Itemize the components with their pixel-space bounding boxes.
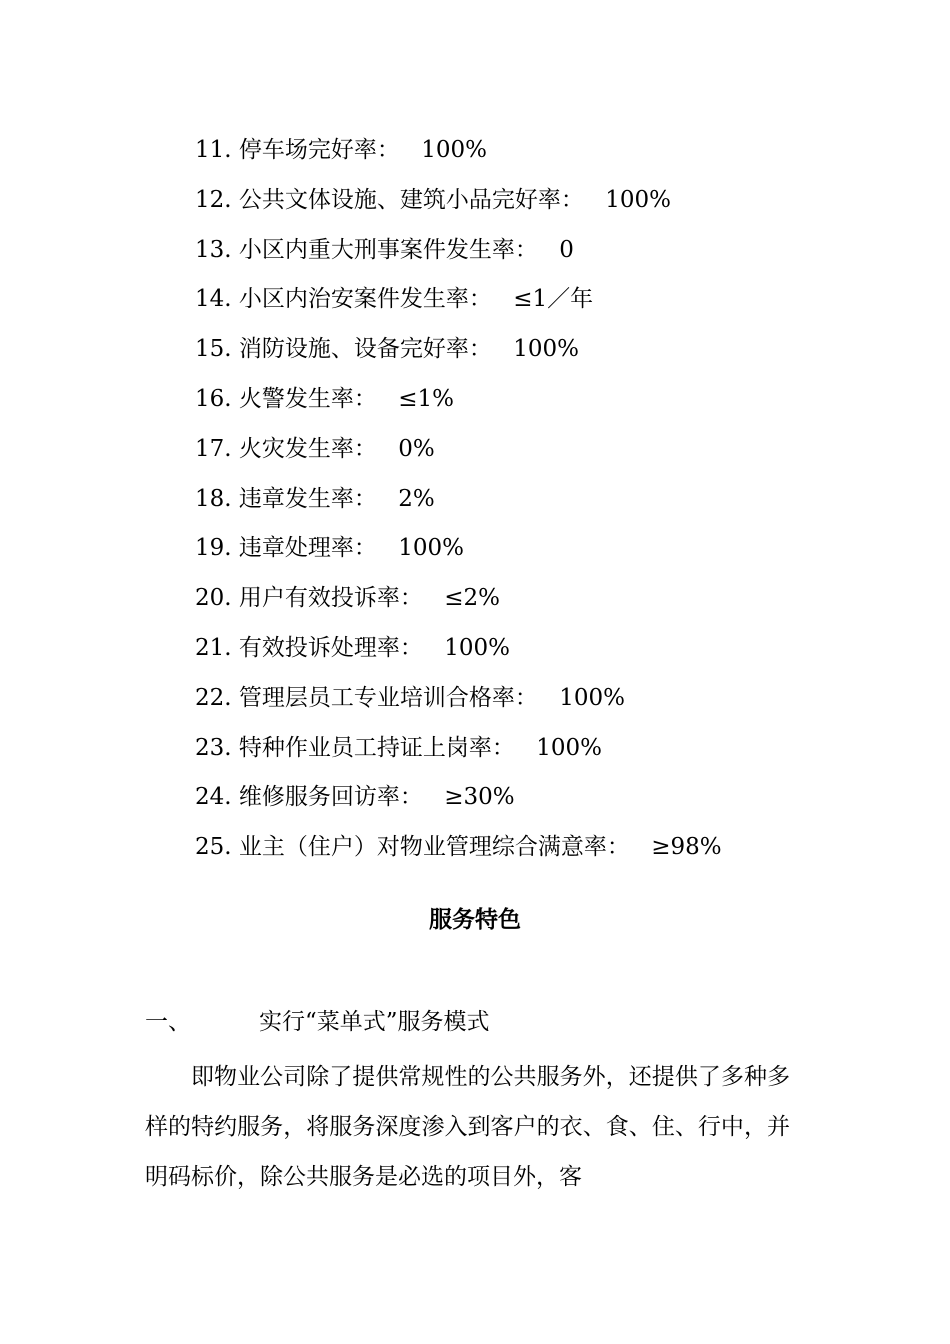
item-value: ≥30% bbox=[444, 784, 515, 811]
list-item bbox=[195, 379, 895, 429]
list-item bbox=[195, 628, 895, 678]
section-title: 服务特色 bbox=[429, 906, 521, 933]
list-item bbox=[195, 429, 895, 479]
item-number: 14. bbox=[195, 286, 232, 313]
list-item bbox=[195, 678, 895, 728]
item-value: ≤1／年 bbox=[513, 286, 594, 313]
item-number: 19. bbox=[195, 535, 232, 562]
list-item bbox=[195, 329, 895, 379]
item-label: 业主（住户）对物业管理综合满意率： bbox=[238, 834, 630, 861]
list-item bbox=[195, 728, 895, 778]
item-value: 100% bbox=[513, 336, 579, 363]
section-heading bbox=[145, 1002, 490, 1042]
body-paragraph: 即物业公司除了提供常规性的公共服务外，还提供了多种多样的特约服务，将服务深度渗入到客户的衣、食、住、行中，并明码标价，除公共服务是必选的项目外，客 bbox=[145, 1064, 790, 1190]
list-item bbox=[195, 777, 895, 827]
list-item bbox=[195, 827, 895, 877]
item-number: 17. bbox=[195, 435, 232, 462]
item-label: 火灾发生率： bbox=[238, 435, 377, 462]
item-label: 用户有效投诉率： bbox=[238, 585, 423, 612]
item-number: 24. bbox=[195, 784, 232, 811]
item-number: 22. bbox=[195, 684, 232, 711]
item-number: 23. bbox=[195, 734, 232, 761]
item-label: 违章发生率： bbox=[238, 485, 377, 512]
list-item bbox=[195, 528, 895, 578]
item-label: 消防设施、设备完好率： bbox=[238, 336, 492, 363]
item-value: 100% bbox=[398, 535, 464, 562]
item-label: 小区内治安案件发生率： bbox=[238, 286, 492, 313]
item-number: 16. bbox=[195, 385, 232, 412]
item-value: 100% bbox=[444, 634, 510, 661]
item-value: 0 bbox=[559, 236, 574, 263]
item-label: 违章处理率： bbox=[238, 535, 377, 562]
list-item bbox=[195, 279, 895, 329]
item-value: 100% bbox=[559, 684, 625, 711]
heading-text: 实行“菜单式”服务模式 bbox=[259, 1009, 490, 1035]
item-value: 0% bbox=[398, 435, 435, 462]
item-label: 有效投诉处理率： bbox=[238, 634, 423, 661]
item-label: 小区内重大刑事案件发生率： bbox=[238, 236, 538, 263]
list-item bbox=[195, 479, 895, 529]
list-item bbox=[195, 130, 895, 180]
indicator-list bbox=[195, 130, 895, 877]
item-label: 维修服务回访率： bbox=[238, 784, 423, 811]
item-label: 特种作业员工持证上岗率： bbox=[238, 734, 515, 761]
item-value: 100% bbox=[421, 137, 487, 163]
list-item bbox=[195, 230, 895, 280]
item-number: 13. bbox=[195, 236, 232, 263]
item-value: ≥98% bbox=[651, 834, 722, 861]
item-label: 停车场完好率： bbox=[238, 137, 400, 163]
item-number: 18. bbox=[195, 485, 232, 512]
item-number: 25. bbox=[195, 834, 232, 861]
list-item bbox=[195, 180, 895, 230]
item-number: 21. bbox=[195, 634, 232, 661]
item-number: 20. bbox=[195, 585, 232, 612]
list-item bbox=[195, 578, 895, 628]
item-value: ≤1% bbox=[398, 385, 454, 412]
item-number: 12. bbox=[195, 186, 232, 213]
item-number: 15. bbox=[195, 336, 232, 363]
item-value: 100% bbox=[536, 734, 602, 761]
item-value: 2% bbox=[398, 485, 435, 512]
item-value: 100% bbox=[605, 186, 671, 213]
heading-number: 一、 bbox=[145, 1009, 191, 1035]
item-number: 11. bbox=[195, 137, 232, 163]
item-value: ≤2% bbox=[444, 585, 500, 612]
item-label: 管理层员工专业培训合格率： bbox=[238, 684, 538, 711]
item-label: 公共文体设施、建筑小品完好率： bbox=[238, 186, 584, 213]
item-label: 火警发生率： bbox=[238, 385, 377, 412]
